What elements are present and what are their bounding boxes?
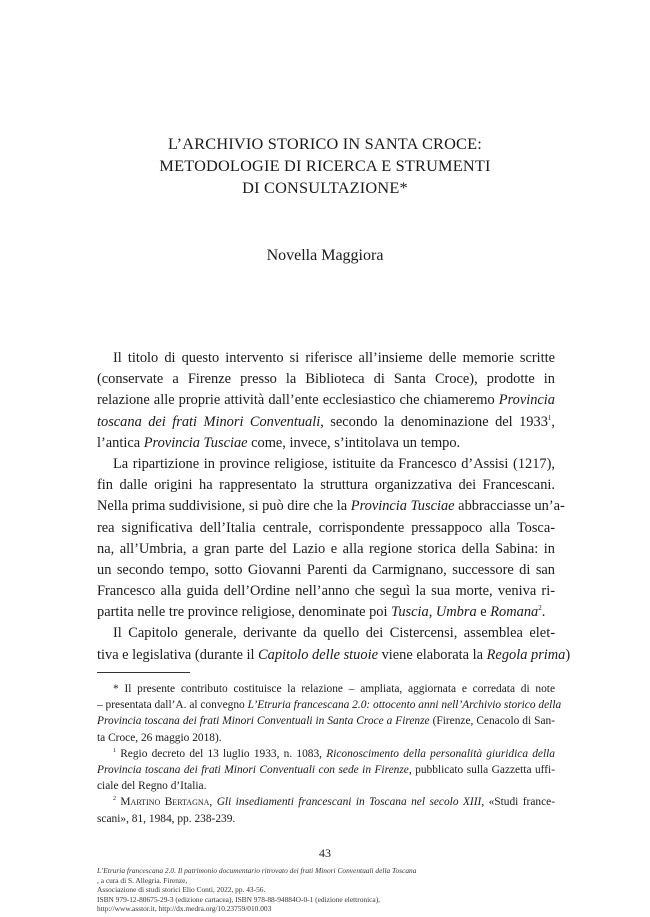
body-text [97, 348, 571, 666]
author-name: Novella Maggiora [266, 247, 384, 264]
text-line: relazione alle proprie attività dall’ente ecclesiastico che chiameremo Provincia [97, 392, 555, 409]
page-number: 43 [319, 846, 331, 860]
note-line: – presentata dall’A. al convegno L’Etruria francescana 2.0: ottocento anni nell’Archivio storico della [97, 699, 562, 712]
text-line: un secondo tempo, sotto Giovanni Parenti da Carmignano, successore di san [97, 561, 555, 578]
text-line: Nella prima suddivisione, si può dire che la Provincia Tusciae abbracciasse un’a- [97, 498, 565, 515]
note-line: * Il presente contributo costituisce la relazione – ampliata, aggiornata e corredata di note [113, 683, 555, 695]
footnote-ref[interactable]: 2 [538, 604, 542, 613]
footnote-2 [97, 794, 555, 826]
colophon-line[interactable]: http://www.asstor.it, http://dx.medra.org/10.23759/010.003 [97, 904, 272, 914]
text-line: (conservate a Firenze presso la Biblioteca di Santa Croce), prodotte in [97, 371, 555, 388]
text-line: partita nelle tre province religiose, denominate poi Tuscia, Umbra e Romana$^2$. [97, 604, 546, 621]
note-line: $^2$ Martino Bertagna, Gli insediamenti francescani in Toscana nel secolo XIII, «Studi france- [113, 796, 555, 809]
paragraph-3 [97, 623, 571, 665]
note-line: scani», 81, 1984, pp. 238-239. [97, 812, 236, 825]
title-line-3: DI CONSULTAZIONE* [242, 178, 408, 197]
title-line-1: L’ARCHIVIO STORICO IN SANTA CROCE: [168, 134, 482, 153]
note-line: ciale del Regno d’Italia. [97, 780, 207, 793]
text-line: Il Capitolo generale, derivante da quello dei Cistercensi, assemblea elet- [113, 625, 555, 642]
colophon-line: ISBN 979-12-80675-29-3 (edizione cartacea), ISBN 978-88-94884O-0-1 (edizione elettronica), [97, 894, 381, 904]
text-line: La ripartizione in province religiose, istituite da Francesco d’Assisi (1217), [113, 455, 555, 472]
note-line: ta Croce, 26 maggio 2018). [97, 731, 222, 744]
footnote-separator [97, 672, 190, 673]
text-line: rea significativa dell’Italia centrale, corrispondente pressappoco alla Tosca- [97, 519, 555, 536]
text-line: toscana dei frati Minori Conventuali, secondo la denominazione del 1933$^1$, [97, 413, 555, 430]
note-line: Provincia toscana dei frati Minori Conventuali in Santa Croce a Firenze (Firenze, Cenacolo di San- [97, 715, 555, 728]
paragraph-2 [97, 454, 565, 624]
text-line: Francesco alla guida dell’Ordine nell’anno che seguì la sua morte, veniva ri- [97, 583, 555, 600]
colophon [97, 866, 537, 914]
paragraph-1 [97, 348, 555, 454]
paper-title [60, 133, 590, 199]
title-line-2: METODOLOGIE DI RICERCA E STRUMENTI [159, 156, 491, 175]
text-line: fin dalle origini ha rappresentato la struttura organizzativa dei Francescani. [97, 477, 555, 494]
text-line: Il titolo di questo intervento si riferisce all’insieme delle memorie scritte [113, 350, 555, 366]
text-line: tiva e legislativa (durante il Capitolo delle stuoie viene elaborata la Regola prima) [97, 646, 571, 663]
colophon-line: L’Etruria francescana 2.0. Il patrimonio documentario ritrovato dei frati Minori Conventuali della Toscana , a cura di S. Allegria. Firenze, [97, 866, 417, 885]
footnote-star [97, 681, 562, 746]
note-line: $^1$ Regio decreto del 13 luglio 1933, n. 1083, Riconoscimento della personalità giuridica della [113, 747, 555, 760]
text-line: l’antica Provincia Tusciae come, invece, s’intitolava un tempo. [97, 434, 461, 451]
text-line: na, all’Umbria, a gran parte del Lazio e alla regione storica della Sabina: in [97, 540, 555, 557]
footnote-ref[interactable]: 1 [547, 413, 552, 422]
note-line: Provincia toscana dei frati Minori Conventuali con sede in Firenze, pubblicato sulla Gazzetta uffi- [97, 763, 555, 776]
footnotes [97, 681, 562, 827]
colophon-line: Associazione di studi storici Elio Conti, 2022, pp. 43-56. [97, 885, 266, 895]
footnote-1 [97, 746, 555, 795]
